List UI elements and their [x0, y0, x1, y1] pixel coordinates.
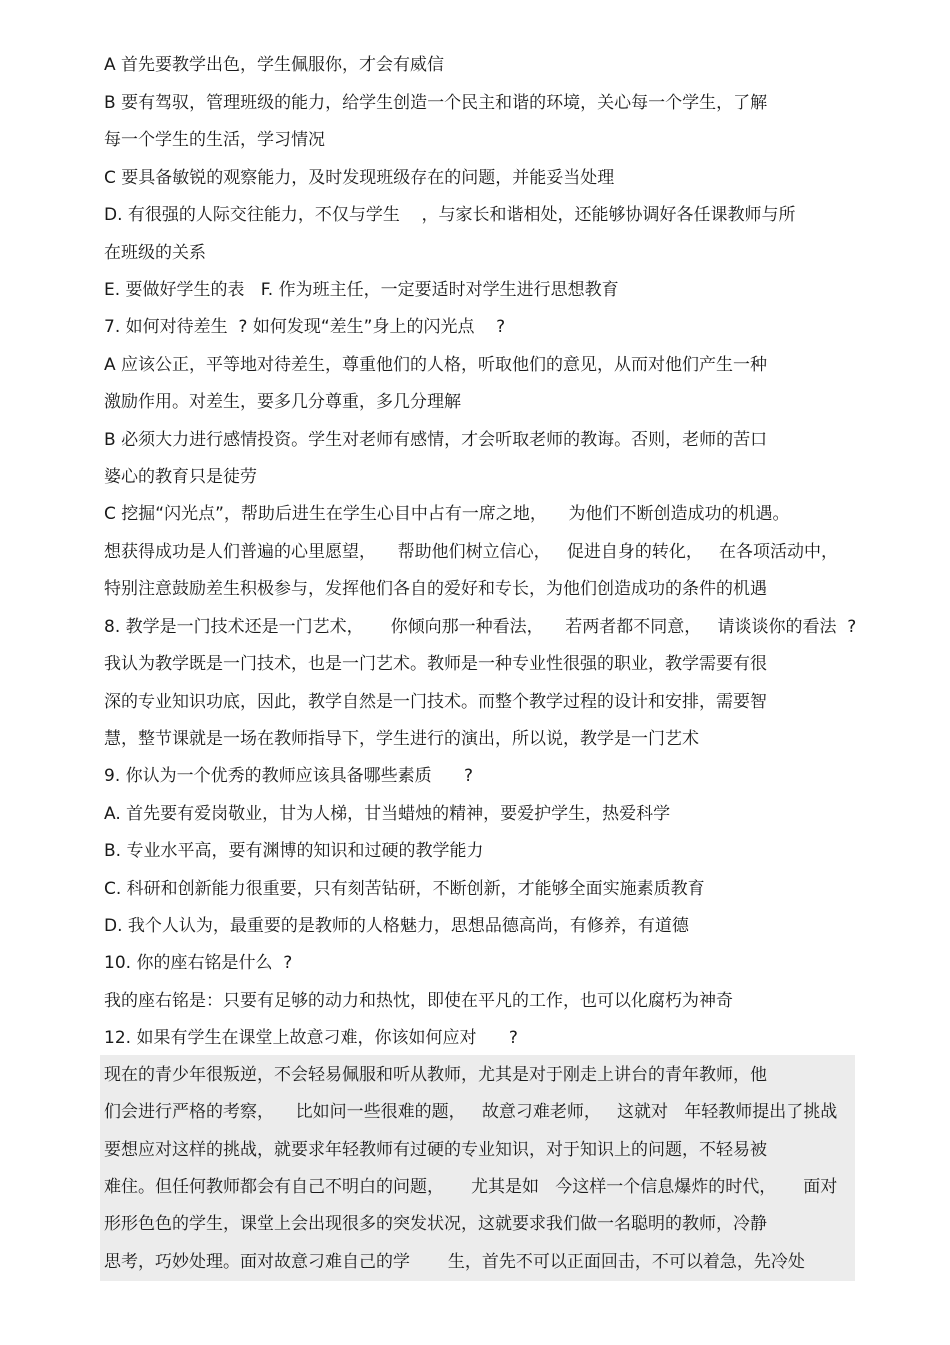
- text-line: D. 有很强的人际交往能力，不仅与学生 ，与家长和谐相处，还能够协调好各任课教师与所: [104, 205, 796, 225]
- text-line: A. 首先要有爱岗敬业，甘为人梯，甘当蜡烛的精神，要爱护学生，热爱科学: [104, 804, 671, 824]
- text-line: C. 科研和创新能力很重要，只有刻苦钻研，不断创新，才能够全面实施素质教育: [104, 879, 705, 899]
- text-line: 深的专业知识功底，因此，教学自然是一门技术。而整个教学过程的设计和安排，需要智: [104, 692, 767, 712]
- text-line: 特别注意鼓励差生积极参与，发挥他们各自的爱好和专长，为他们创造成功的条件的机遇: [104, 579, 767, 599]
- text-line: 形形色色的学生，课堂上会出现很多的突发状况，这就要求我们做一名聪明的教师，冷静: [104, 1214, 767, 1234]
- text-line: A 首先要教学出色，学生佩服你，才会有威信: [104, 55, 445, 75]
- question-heading: 7. 如何对待差生 ? 如何发现“差生”身上的闪光点 ?: [104, 317, 506, 337]
- text-line: 们会进行严格的考察， 比如问一些很难的题， 故意刁难老师， 这就对 年轻教师提出了挑战: [104, 1102, 838, 1122]
- text-line: C 挖掘“闪光点”，帮助后进生在学生心目中占有一席之地， 为他们不断创造成功的机遇。: [104, 504, 790, 524]
- question-heading: 8. 教学是一门技术还是一门艺术， 你倾向那一种看法， 若两者都不同意， 请谈谈你的看法 ?: [104, 617, 857, 637]
- question-heading: 12. 如果有学生在课堂上故意刁难，你该如何应对 ?: [104, 1028, 518, 1048]
- question-heading: 9. 你认为一个优秀的教师应该具备哪些素质 ?: [104, 766, 474, 786]
- text-line: B 必须大力进行感情投资。学生对老师有感情，才会听取老师的教诲。否则，老师的苦口: [104, 430, 768, 450]
- text-line: 在班级的关系: [104, 243, 206, 263]
- text-line: A 应该公正，平等地对待差生，尊重他们的人格，听取他们的意见，从而对他们产生一种: [104, 355, 768, 375]
- text-line: 每一个学生的生活，学习情况: [104, 130, 325, 150]
- text-line: 我的座右铭是：只要有足够的动力和热忱，即使在平凡的工作，也可以化腐朽为神奇: [104, 991, 733, 1011]
- text-line: B 要有驾驭，管理班级的能力，给学生创造一个民主和谐的环境，关心每一个学生，了解: [104, 93, 768, 113]
- text-line: C 要具备敏锐的观察能力，及时发现班级存在的问题，并能妥当处理: [104, 168, 615, 188]
- text-line: 思考，巧妙处理。面对故意刁难自己的学 生，首先不可以正面回击，不可以着急，先冷处: [104, 1252, 805, 1272]
- text-line: 婆心的教育只是徒劳: [104, 467, 257, 487]
- text-line: 要想应对这样的挑战，就要求年轻教师有过硬的专业知识，对于知识上的问题，不轻易被: [104, 1140, 767, 1160]
- text-line: 慧，整节课就是一场在教师指导下，学生进行的演出，所以说，教学是一门艺术: [104, 729, 699, 749]
- question-heading: 10. 你的座右铭是什么 ?: [104, 953, 293, 973]
- text-line: 我认为教学既是一门技术，也是一门艺术。教师是一种专业性很强的职业，教学需要有很: [104, 654, 767, 674]
- text-line: B. 专业水平高，要有渊博的知识和过硬的教学能力: [104, 841, 484, 861]
- text-line: 激励作用。对差生，要多几分尊重，多几分理解: [104, 392, 461, 412]
- text-line: 难住。但任何教师都会有自己不明白的问题， 尤其是如 今这样一个信息爆炸的时代， 面对: [104, 1177, 838, 1197]
- highlighted-answer-block: [100, 1055, 855, 1281]
- text-line: 现在的青少年很叛逆，不会轻易佩服和听从教师，尤其是对于刚走上讲台的青年教师，他: [104, 1065, 767, 1085]
- text-line: D. 我个人认为，最重要的是教师的人格魅力，思想品德高尚，有修养，有道德: [104, 916, 689, 936]
- text-line: E. 要做好学生的表 F. 作为班主任，一定要适时对学生进行思想教育: [104, 280, 619, 300]
- text-line: 想获得成功是人们普遍的心里愿望， 帮助他们树立信心， 促进自身的转化， 在各项活动中，: [104, 542, 839, 562]
